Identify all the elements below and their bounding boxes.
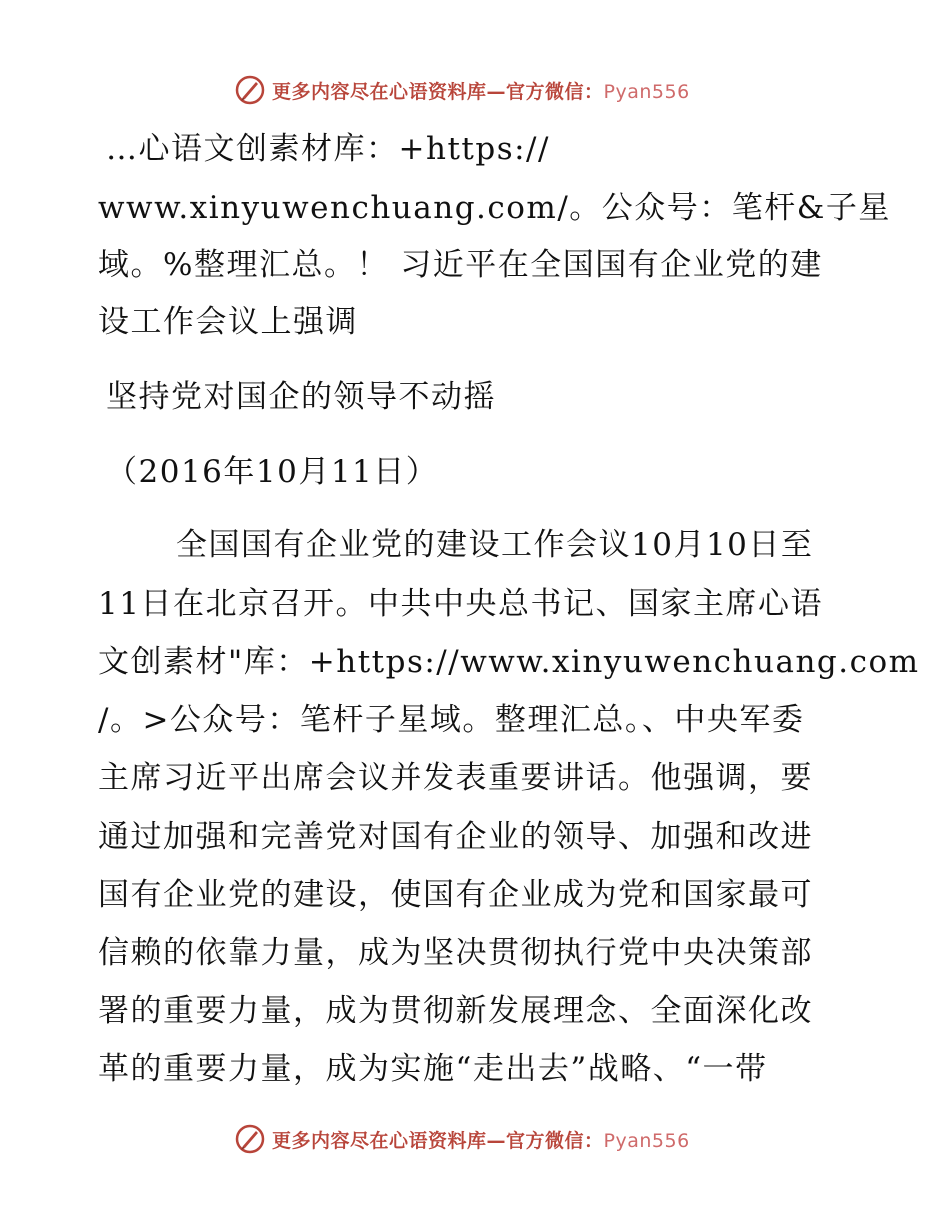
text-line: 通过加强和完善党对国有企业的领导、加强和改进 [98,819,813,855]
watermark-wechat-id: Pyan556 [603,80,690,103]
text-line: 革的重要力量，成为实施“走出去”战略、“一带 [98,1051,768,1087]
date-line: （2016年10月11日） [106,454,439,490]
text-line: 域。%整理汇总。！ 习近平在全国国有企业党的建 [98,247,823,283]
quill-logo-icon [234,1123,266,1155]
text-line: www.xinyuwenchuang.com/。公众号：笔杆&子星 [98,190,891,226]
text-line: 信赖的依靠力量，成为坚决贯彻执行党中央决策部 [98,935,813,971]
text-line: 署的重要力量，成为贯彻新发展理念、全面深化改 [98,993,813,1029]
watermark-text [272,77,690,104]
watermark-caption: 更多内容尽在心语资料库—官方微信： [272,1129,604,1152]
footer-watermark [234,1122,690,1156]
text-line: 11日在北京召开。中共中央总书记、国家主席心语 [98,586,823,622]
text-line: /。>公众号：笔杆子星域。整理汇总。、中央军委 [98,702,805,738]
text-line: 设工作会议上强调 [98,304,358,340]
text-line: 国有企业党的建设，使国有企业成为党和国家最可 [98,877,813,913]
text-line: 文创素材"库：+https://www.xinyuwenchuang.com [98,644,920,680]
text-line: 全国国有企业党的建设工作会议10月10日至 [176,527,814,563]
section-title: 坚持党对国企的领导不动摇 [106,379,496,415]
watermark-text [272,1126,690,1153]
watermark-caption: 更多内容尽在心语资料库—官方微信： [272,80,604,103]
quill-logo-icon [234,74,266,106]
text-line: …心语文创素材库：+https:// [106,131,550,167]
header-watermark [234,73,690,107]
watermark-wechat-id: Pyan556 [603,1129,690,1152]
text-line: 主席习近平出席会议并发表重要讲话。他强调，要 [98,760,813,796]
